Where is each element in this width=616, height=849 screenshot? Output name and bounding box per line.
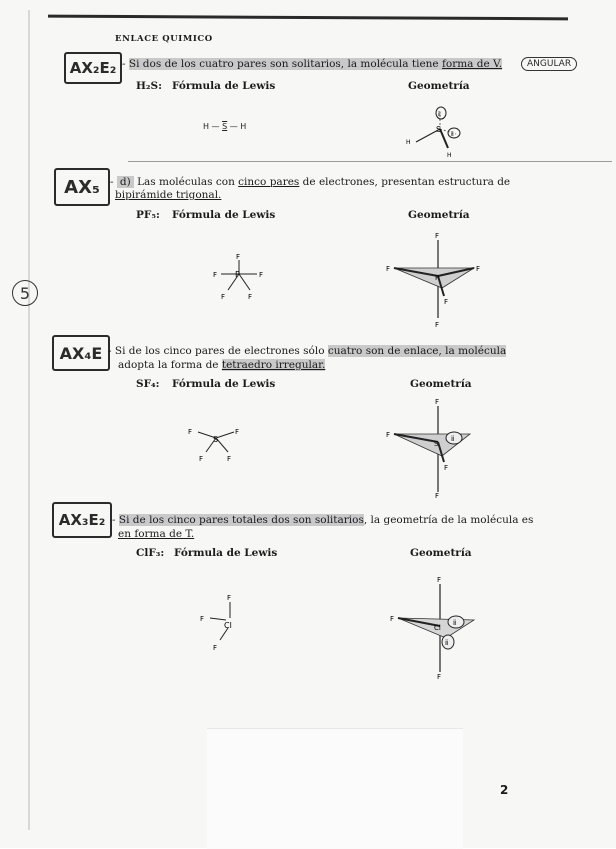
- section-box-ax2e2: AX₂E₂: [64, 52, 122, 84]
- section-1-statement: [122, 58, 502, 70]
- pf5-lewis-f-top: F: [236, 253, 241, 261]
- margin-number-circle: 5: [12, 280, 38, 306]
- pf5-geo-f-front: F: [444, 298, 449, 306]
- h2s-lewis-h-right: H: [240, 122, 247, 131]
- sf4-lewis-bond-right: [216, 432, 234, 438]
- sf4-lone-pair-mark: ⅱ: [451, 435, 455, 443]
- clf3-formula: ClF₃:: [136, 547, 165, 559]
- sf4-lewis-f-br: F: [227, 455, 232, 463]
- clf3-lewis-f-top: F: [227, 594, 232, 602]
- h2s-formula: H₂S:: [136, 80, 162, 92]
- section-3-line2-b: tetraedro irregular.: [221, 359, 326, 371]
- section-2-text-line2: bipirámide trigonal.: [115, 189, 222, 201]
- clf3-lewis-f-left: F: [200, 615, 205, 623]
- clf3-lone-pair-mark-1: ⅱ: [453, 619, 457, 627]
- h2s-lewis-h-left: H: [203, 122, 210, 131]
- section-2-underlined: cinco pares: [238, 176, 300, 188]
- page-number: 2: [500, 783, 509, 797]
- section-box-ax5: AX₅: [54, 168, 110, 206]
- section-4-line2: en forma de T.: [118, 528, 195, 540]
- section-3-line2: [118, 359, 325, 371]
- pf5-lewis-f-br: F: [248, 293, 253, 301]
- section-4-dash: -: [112, 514, 116, 526]
- section-2-text-a: Las moléculas con: [133, 176, 239, 188]
- sf4-geo-f-top: F: [435, 398, 440, 406]
- clf3-lewis-label: Fórmula de Lewis: [174, 547, 278, 559]
- h2s-geometry-label: Geometría: [408, 80, 470, 92]
- sf4-lewis-structure: [182, 418, 252, 468]
- angular-annotation: ANGULAR: [521, 57, 577, 71]
- clf3-lewis-structure: [196, 588, 256, 654]
- clf3-geometry-diagram: [386, 576, 486, 680]
- pf5-formula: PF₅:: [136, 209, 160, 221]
- section-4-statement: [112, 514, 533, 526]
- section-2-item: d): [117, 176, 134, 188]
- section-3-text-c: , la molécula: [438, 345, 507, 357]
- top-rule: [48, 15, 568, 21]
- section-box-ax3e2: AX₃E₂: [52, 502, 112, 538]
- pf5-geometry-label: Geometría: [408, 209, 470, 221]
- pf5-geo-f-left: F: [386, 265, 391, 273]
- pf5-geo-f-bottom: F: [435, 321, 440, 329]
- pf5-lewis-bond-br: [239, 274, 250, 290]
- section-1-text: Si dos de los cuatro pares son solitarios, la molécula tiene: [128, 58, 442, 70]
- section-4-text-c: , la geometría de la molécula es: [363, 514, 534, 526]
- pf5-geo-p: P: [435, 274, 440, 282]
- section-2-text-b: de electrones, presentan estructura de: [299, 176, 511, 188]
- h2s-lewis-s: S: [222, 122, 228, 131]
- pf5-geometry-diagram: [386, 230, 486, 330]
- sf4-geo-f-front: F: [444, 464, 449, 472]
- paper-patch: [207, 728, 463, 849]
- pf5-geo-f-top: F: [435, 232, 440, 240]
- h2s-geo-h-left: H: [406, 139, 411, 146]
- clf3-lewis-f-bottom: F: [213, 644, 218, 652]
- section-1-dash: -: [122, 58, 126, 70]
- scan-edge: [28, 10, 30, 830]
- h2s-lewis-label: Fórmula de Lewis: [172, 80, 276, 92]
- h2s-geometry-diagram: [398, 104, 474, 160]
- section-2-dash: -: [110, 176, 114, 188]
- clf3-lewis-cl: Cl: [224, 621, 232, 630]
- section-3-statement: [108, 345, 506, 357]
- section-3-shaded: cuatro son de enlace: [327, 345, 439, 357]
- h2s-lone-pair-mark-side: ⅱ: [451, 131, 454, 138]
- section-4-shaded: dos son solitarios: [271, 514, 364, 526]
- pf5-lewis-f-left: F: [213, 271, 218, 279]
- pf5-lewis-label: Fórmula de Lewis: [172, 209, 276, 221]
- page-header: ENLACE QUIMICO: [115, 34, 213, 44]
- section-3-dash: -: [108, 345, 112, 357]
- sf4-geometry-diagram: [386, 398, 486, 498]
- clf3-geo-f-left: F: [390, 615, 395, 623]
- sf4-geo-s: S: [434, 440, 439, 448]
- h2s-bond-right: [440, 129, 448, 148]
- section-3-text-a: Si de los cinco pares de electrones sólo: [114, 345, 328, 357]
- sf4-lewis-label: Fórmula de Lewis: [172, 378, 276, 390]
- h2s-geo-s: S: [436, 125, 442, 134]
- h2s-lone-pair-mark-top: ⅱ: [438, 111, 441, 118]
- section-box-ax4e: AX₄E: [52, 335, 110, 371]
- section-3-line2-a: adopta la forma de: [118, 359, 222, 371]
- pf5-lewis-p: P: [235, 270, 240, 279]
- pf5-lewis-f-right: F: [259, 271, 264, 279]
- clf3-geo-f-top: F: [437, 576, 442, 584]
- clf3-geo-f-bottom: F: [437, 673, 442, 680]
- section-1-shaded: forma de V.: [441, 58, 503, 70]
- pf5-geo-f-right: F: [476, 265, 481, 273]
- pf5-lewis-f-bl: F: [221, 293, 226, 301]
- section-4-text-a: Si de los cinco pares totales: [118, 514, 272, 526]
- sf4-geo-f-left: F: [386, 431, 391, 439]
- clf3-geo-cl: Cl: [434, 624, 441, 632]
- sf4-lewis-f-left: F: [188, 428, 193, 436]
- h2s-geo-h-right: H: [447, 152, 452, 159]
- clf3-lewis-bond-left: [210, 618, 226, 620]
- sf4-geometry-label: Geometría: [410, 378, 472, 390]
- clf3-geometry-label: Geometría: [410, 547, 472, 559]
- h2s-lone-pair-side: [448, 128, 460, 138]
- sf4-lewis-f-bl: F: [199, 455, 204, 463]
- clf3-lone-pair-mark-2: ⅱ: [445, 639, 449, 647]
- sf4-lewis-f-right: F: [235, 428, 240, 436]
- divider-1: [128, 161, 612, 162]
- pf5-lewis-structure: [208, 248, 270, 306]
- h2s-lewis-structure: H — S — H: [203, 122, 247, 131]
- sf4-lewis-s: S: [213, 435, 219, 444]
- sf4-geo-f-bottom: F: [435, 492, 440, 498]
- sf4-formula: SF₄:: [136, 378, 160, 390]
- section-2-statement: [110, 176, 510, 188]
